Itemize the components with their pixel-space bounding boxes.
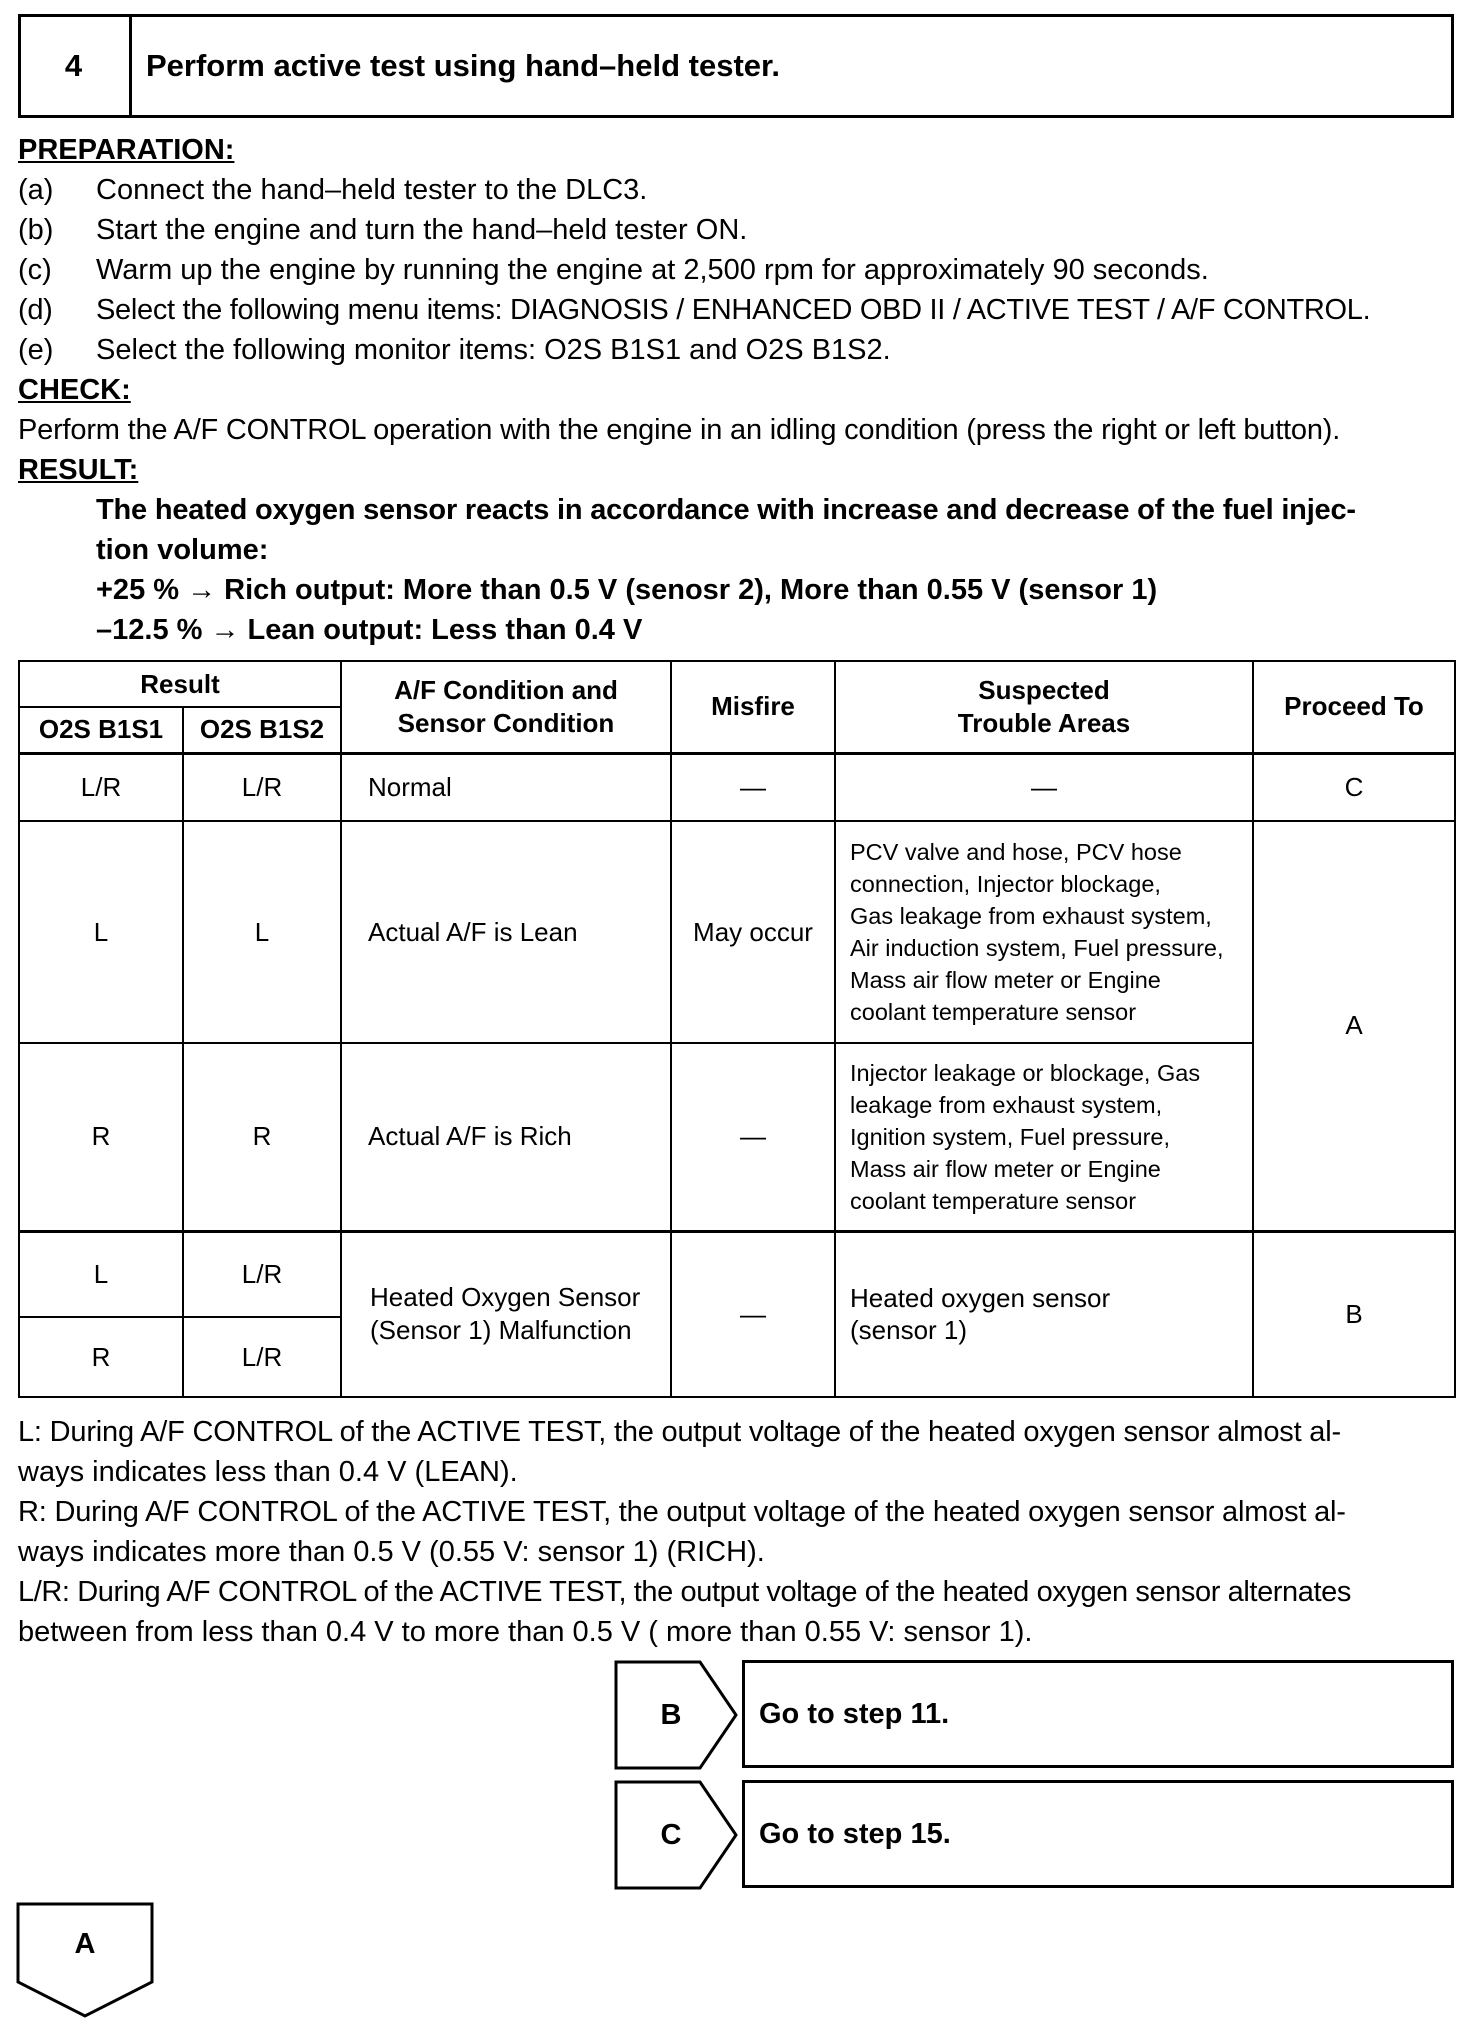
table-row (19, 821, 1455, 1043)
prep-item (18, 290, 1370, 330)
goto-step-11-button[interactable]: Go to step 11. (742, 1660, 1454, 1768)
result-heading: RESULT: (18, 454, 139, 486)
cell-b1s1: L (19, 1231, 183, 1317)
area-line: Gas leakage from exhaust system, (850, 903, 1212, 929)
prep-item-label: (b) (18, 214, 54, 246)
result-line: –12.5 % → Lean output: Less than 0.4 V (96, 614, 643, 646)
result-line: The heated oxygen sensor reacts in accordance with increase and decrease of the fuel injec- (96, 494, 1356, 526)
prep-item-label: (e) (18, 334, 54, 366)
tag-a-label: A (74, 1927, 96, 1960)
cell-b1s2: L/R (183, 1317, 341, 1397)
area-line: leakage from exhaust system, (850, 1091, 1163, 1118)
area-line: coolant temperature sensor (850, 999, 1137, 1025)
cell-b1s1: L (19, 821, 183, 1043)
table-row (19, 753, 1455, 821)
check-text: Perform the A/F CONTROL operation with the engine in an idling condition (press the right or left button). (18, 414, 1341, 446)
cell-b1s2: L/R (183, 753, 341, 821)
result-line: tion volume: (96, 534, 269, 566)
prep-item-text: Connect the hand–held tester to the DLC3. (96, 174, 648, 206)
note-line: between from less than 0.4 V to more than 0.5 V ( more than 0.55 V: sensor 1). (18, 1616, 1033, 1648)
cell-areas (835, 821, 1253, 1043)
condition-line: Heated Oxygen Sensor (370, 1282, 641, 1313)
area-line: Mass air flow meter or Engine (850, 967, 1161, 993)
prep-item-text: Warm up the engine by running the engine at 2,500 rpm for approximately 90 seconds. (96, 254, 1209, 286)
prep-item (18, 210, 747, 250)
cell-b1s2: R (183, 1043, 341, 1231)
area-line: Ignition system, Fuel pressure, (850, 1123, 1170, 1150)
prep-item-text: Start the engine and turn the hand–held tester ON. (96, 214, 748, 246)
cell-b1s1: R (19, 1317, 183, 1397)
area-line: coolant temperature sensor (850, 1187, 1137, 1214)
result-table (18, 660, 1456, 1398)
cell-b1s2: L/R (183, 1231, 341, 1317)
cell-misfire: May occur (671, 821, 835, 1043)
area-line: Air induction system, Fuel pressure, (850, 935, 1224, 961)
prep-item-label: (c) (18, 254, 52, 286)
cell-b1s1: L/R (19, 753, 183, 821)
prep-item-label: (a) (18, 174, 54, 206)
tag-b-label: B (660, 1698, 682, 1731)
cell-condition: Actual A/F is Rich (341, 1043, 671, 1231)
cell-misfire: — (671, 1231, 835, 1397)
note-line: R: During A/F CONTROL of the ACTIVE TEST, the output voltage of the heated oxygen sensor almost al- (18, 1496, 1346, 1528)
table-header-row (19, 661, 1455, 707)
cell-areas: — (835, 753, 1253, 821)
cell-misfire: — (671, 753, 835, 821)
header-proceed: Proceed To (1253, 661, 1455, 753)
table-row (19, 1231, 1455, 1317)
header-b1s1: O2S B1S1 (19, 707, 183, 753)
header-result: Result (19, 661, 341, 707)
prep-item (18, 250, 1209, 290)
cell-proceed: A (1253, 821, 1455, 1231)
cell-condition: Actual A/F is Lean (341, 821, 671, 1043)
cell-areas (835, 1043, 1253, 1231)
header-b1s2: O2S B1S2 (183, 707, 341, 753)
step-number: 4 (18, 14, 132, 118)
header-misfire: Misfire (671, 661, 835, 753)
cell-areas (835, 1231, 1253, 1397)
step-title: Perform active test using hand–held tester. (146, 48, 780, 83)
prep-item (18, 170, 647, 210)
header-condition-line: A/F Condition and (394, 674, 618, 705)
cell-b1s1: R (19, 1043, 183, 1231)
goto-step-15-button[interactable]: Go to step 15. (742, 1780, 1454, 1888)
area-line: Heated oxygen sensor (850, 1283, 1111, 1314)
table-row (19, 1043, 1455, 1231)
result-line: +25 % → Rich output: More than 0.5 V (senosr 2), More than 0.55 V (sensor 1) (96, 574, 1158, 606)
cell-misfire: — (671, 1043, 835, 1231)
cell-proceed: C (1253, 753, 1455, 821)
area-line: Injector leakage or blockage, Gas (850, 1059, 1201, 1086)
header-condition-line: Sensor Condition (397, 707, 615, 738)
area-line: Mass air flow meter or Engine (850, 1155, 1161, 1182)
cell-b1s2: L (183, 821, 341, 1043)
prep-item-text: Select the following menu items: DIAGNOSIS / ENHANCED OBD II / ACTIVE TEST / A/F CONTROL. (96, 294, 1371, 326)
prep-item (18, 330, 891, 370)
area-line: (sensor 1) (850, 1315, 968, 1346)
area-line: PCV valve and hose, PCV hose (850, 839, 1182, 865)
header-areas-line: Suspected (978, 674, 1110, 705)
tag-c-label: C (660, 1818, 682, 1851)
note-line: L: During A/F CONTROL of the ACTIVE TEST, the output voltage of the heated oxygen sensor almost al- (18, 1416, 1341, 1448)
cell-proceed: B (1253, 1231, 1455, 1397)
note-line: L/R: During A/F CONTROL of the ACTIVE TEST, the output voltage of the heated oxygen sensor alternates (18, 1576, 1351, 1608)
area-line: connection, Injector blockage, (850, 871, 1161, 897)
header-condition (341, 661, 671, 753)
prep-item-label: (d) (18, 294, 53, 326)
note-line: ways indicates more than 0.5 V (0.55 V: sensor 1) (RICH). (18, 1536, 765, 1568)
check-heading: CHECK: (18, 374, 131, 406)
header-areas-line: Trouble Areas (957, 707, 1131, 738)
condition-line: (Sensor 1) Malfunction (370, 1315, 632, 1346)
prep-item-text: Select the following monitor items: O2S B1S1 and O2S B1S2. (96, 334, 891, 366)
note-line: ways indicates less than 0.4 V (LEAN). (18, 1456, 518, 1488)
header-areas (835, 661, 1253, 753)
cell-condition: Normal (341, 753, 671, 821)
cell-condition (341, 1231, 671, 1397)
preparation-heading: PREPARATION: (18, 134, 235, 166)
